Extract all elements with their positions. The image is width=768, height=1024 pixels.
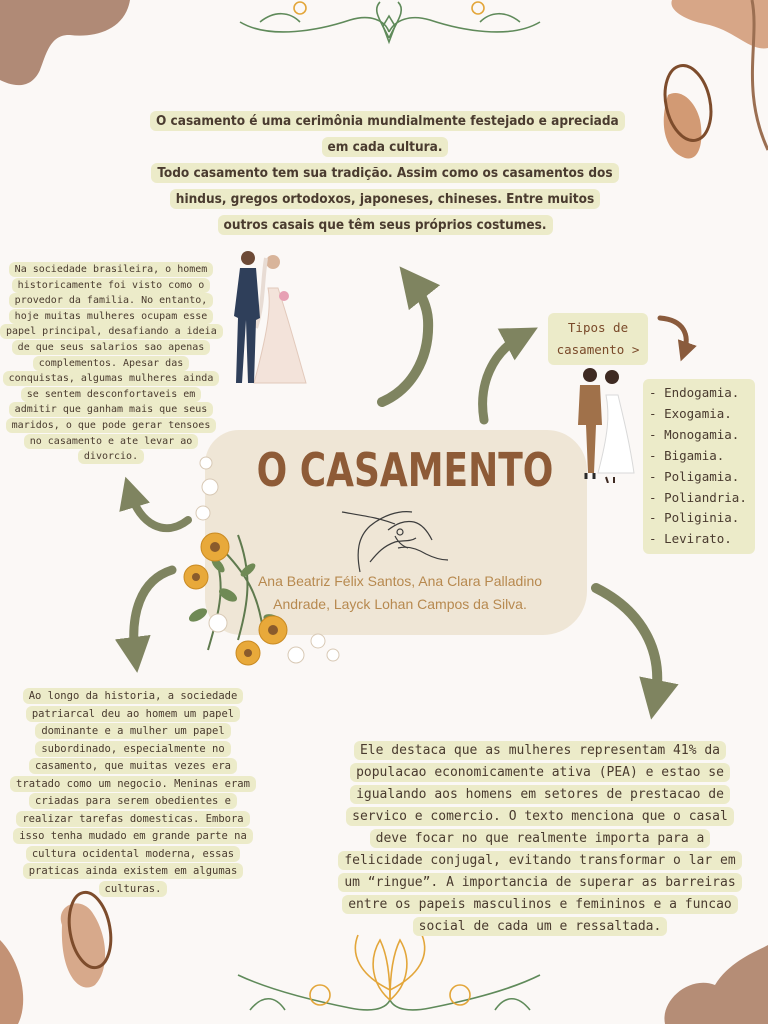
type-item: - Poligamia. [649,467,751,488]
types-label: Tipos de casamento > [548,313,648,365]
type-item: - Endogamia. [649,383,751,404]
main-title: O CASAMENTO [256,444,554,498]
type-item: - Exogamia. [649,404,751,425]
type-item: - Levirato. [649,529,751,550]
type-item: - Bigamia. [649,446,751,467]
arrow-up-intro [382,282,428,402]
couple-illustration-right [568,365,640,483]
women-text: Ele destaca que as mulheres representam 41% da populacao economicamente ativa (PEA) e estao se igualando aos homens em setores de prestacao de servico e comercio. O texto menciona que o casal deve focar no que realmente importa para a felicidade conjugal, evitando transformar o lar em um “ringue”. A importancia de superar as barreiras entre os papeis masculinos e femininos e a funcao social de cada um e ressaltada. [338,741,741,936]
arrow-to-history [134,570,172,655]
intro-line-1: O casamento é uma cerimônia mundialmente festejado e apreciada em cada cultura. [150,111,625,157]
intro-line-2: Todo casamento tem sua tradição. Assim como os casamentos dos hindus, gregos ortodoxos, japoneses, chineses. Entre muitos outros casais que têm seus próprios costumes. [151,163,618,235]
arrow-types-to-list [660,318,686,352]
couple-illustration-left [226,248,310,390]
history-text: Ao longo da historia, a sociedade patriarcal deu ao homem um papel dominante e a mulher um papel subordinado, especialmente no casamento, que muitas vezes era tratado como um negocio. Meninas eram criadas para serem obedientes e realizar tarefas domesticas. Embora isso tenha mudado em grande parte na cultura ocidental moderna, essas praticas ainda existem em algumas culturas. [10,688,256,897]
authors-text: Ana Beatriz Félix Santos, Ana Clara Palladino Andrade, Layck Lohan Campos da Silva. [257,573,543,612]
type-item: - Poliandria. [649,488,751,509]
brazil-text: Na sociedade brasileira, o homem historicamente foi visto como o provedor da familia. No entanto, hoje muitas mulheres ocupam esse papel principal, desafiando a ideia de que seus salarios sao apenas complementos. Apesar das conquistas, algumas mulheres ainda se sentem desconfortaveis em admitir que ganham mais que seus maridos, o que pode gerar tensoes no casamento e ate levar ao divorcio. [0,262,223,464]
type-item: - Monogamia. [649,425,751,446]
arrow-to-types [483,336,522,420]
flower-bouquet [178,455,343,670]
arrow-to-women [596,588,657,700]
type-item: - Poliginia. [649,508,751,529]
